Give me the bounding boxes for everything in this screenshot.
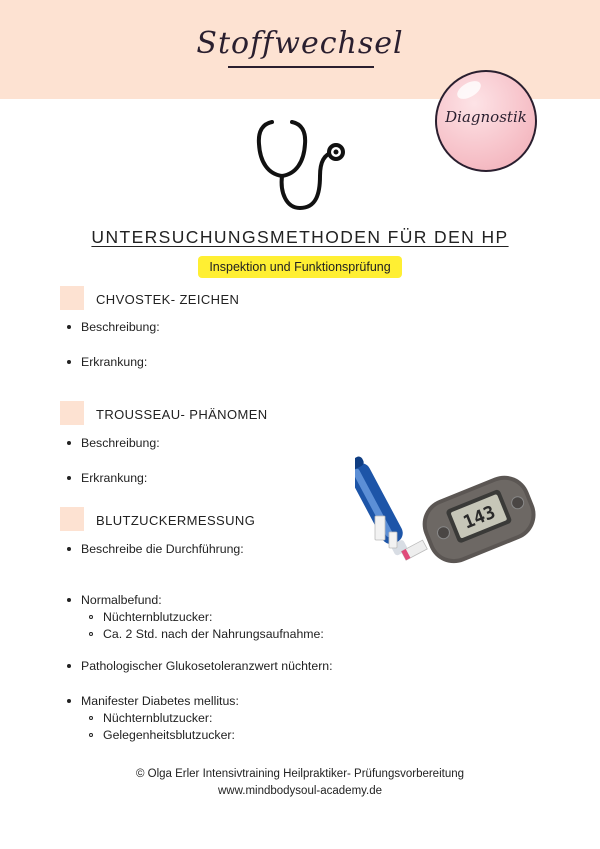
- list-item: Beschreibung:: [81, 320, 160, 334]
- section-marker: [60, 507, 84, 531]
- sub-list-item: Gelegenheitsblutzucker:: [103, 728, 235, 742]
- sub-list-item: Nüchternblutzucker:: [103, 610, 213, 624]
- stethoscope-icon: [250, 118, 350, 214]
- bullet: [67, 476, 71, 480]
- footer-url: www.mindbodysoul-academy.de: [217, 785, 383, 797]
- list-item: Manifester Diabetes mellitus:: [81, 694, 239, 708]
- sub-list-item: Ca. 2 Std. nach der Nahrungsaufnahme:: [103, 627, 324, 641]
- sub-bullet: [89, 716, 93, 720]
- sub-list-item: Nüchternblutzucker:: [103, 711, 213, 725]
- bullet: [67, 441, 71, 445]
- bullet: [67, 598, 71, 602]
- bullet: [67, 699, 71, 703]
- bullet: [67, 664, 71, 668]
- glucose-meter-image: [355, 450, 545, 575]
- sub-bullet: [89, 733, 93, 737]
- bullet: [67, 547, 71, 551]
- section-marker: [60, 286, 84, 310]
- page-title: Stoffwechsel: [196, 26, 404, 61]
- list-item: Erkrankung:: [81, 355, 148, 369]
- sub-bullet: [89, 632, 93, 636]
- main-heading: UNTERSUCHUNGSMETHODEN FÜR DEN HP: [91, 227, 509, 247]
- list-item: Beschreibe die Durchführung:: [81, 542, 244, 556]
- meter-reading: 143: [460, 501, 499, 534]
- bullet: [67, 360, 71, 364]
- list-item: Normalbefund:: [81, 593, 162, 607]
- list-item: Beschreibung:: [81, 436, 160, 450]
- footer-copyright: © Olga Erler Intensivtraining Heilpraktiker- Prüfungsvorbereitung: [135, 768, 465, 780]
- title-underline: [228, 66, 374, 68]
- section-marker: [60, 401, 84, 425]
- sub-bullet: [89, 615, 93, 619]
- list-item: Erkrankung:: [81, 471, 148, 485]
- subheading-highlight: Inspektion und Funktionsprüfung: [198, 256, 402, 278]
- section-title-chvostek: CHVOSTEK- ZEICHEN: [96, 292, 240, 307]
- section-title-blutzucker: BLUTZUCKERMESSUNG: [96, 513, 256, 528]
- badge-label: Diagnostik: [445, 108, 527, 126]
- bullet: [67, 325, 71, 329]
- section-title-trousseau: TROUSSEAU- PHÄNOMEN: [96, 407, 268, 422]
- list-item: Pathologischer Glukosetoleranzwert nüchtern:: [81, 659, 333, 673]
